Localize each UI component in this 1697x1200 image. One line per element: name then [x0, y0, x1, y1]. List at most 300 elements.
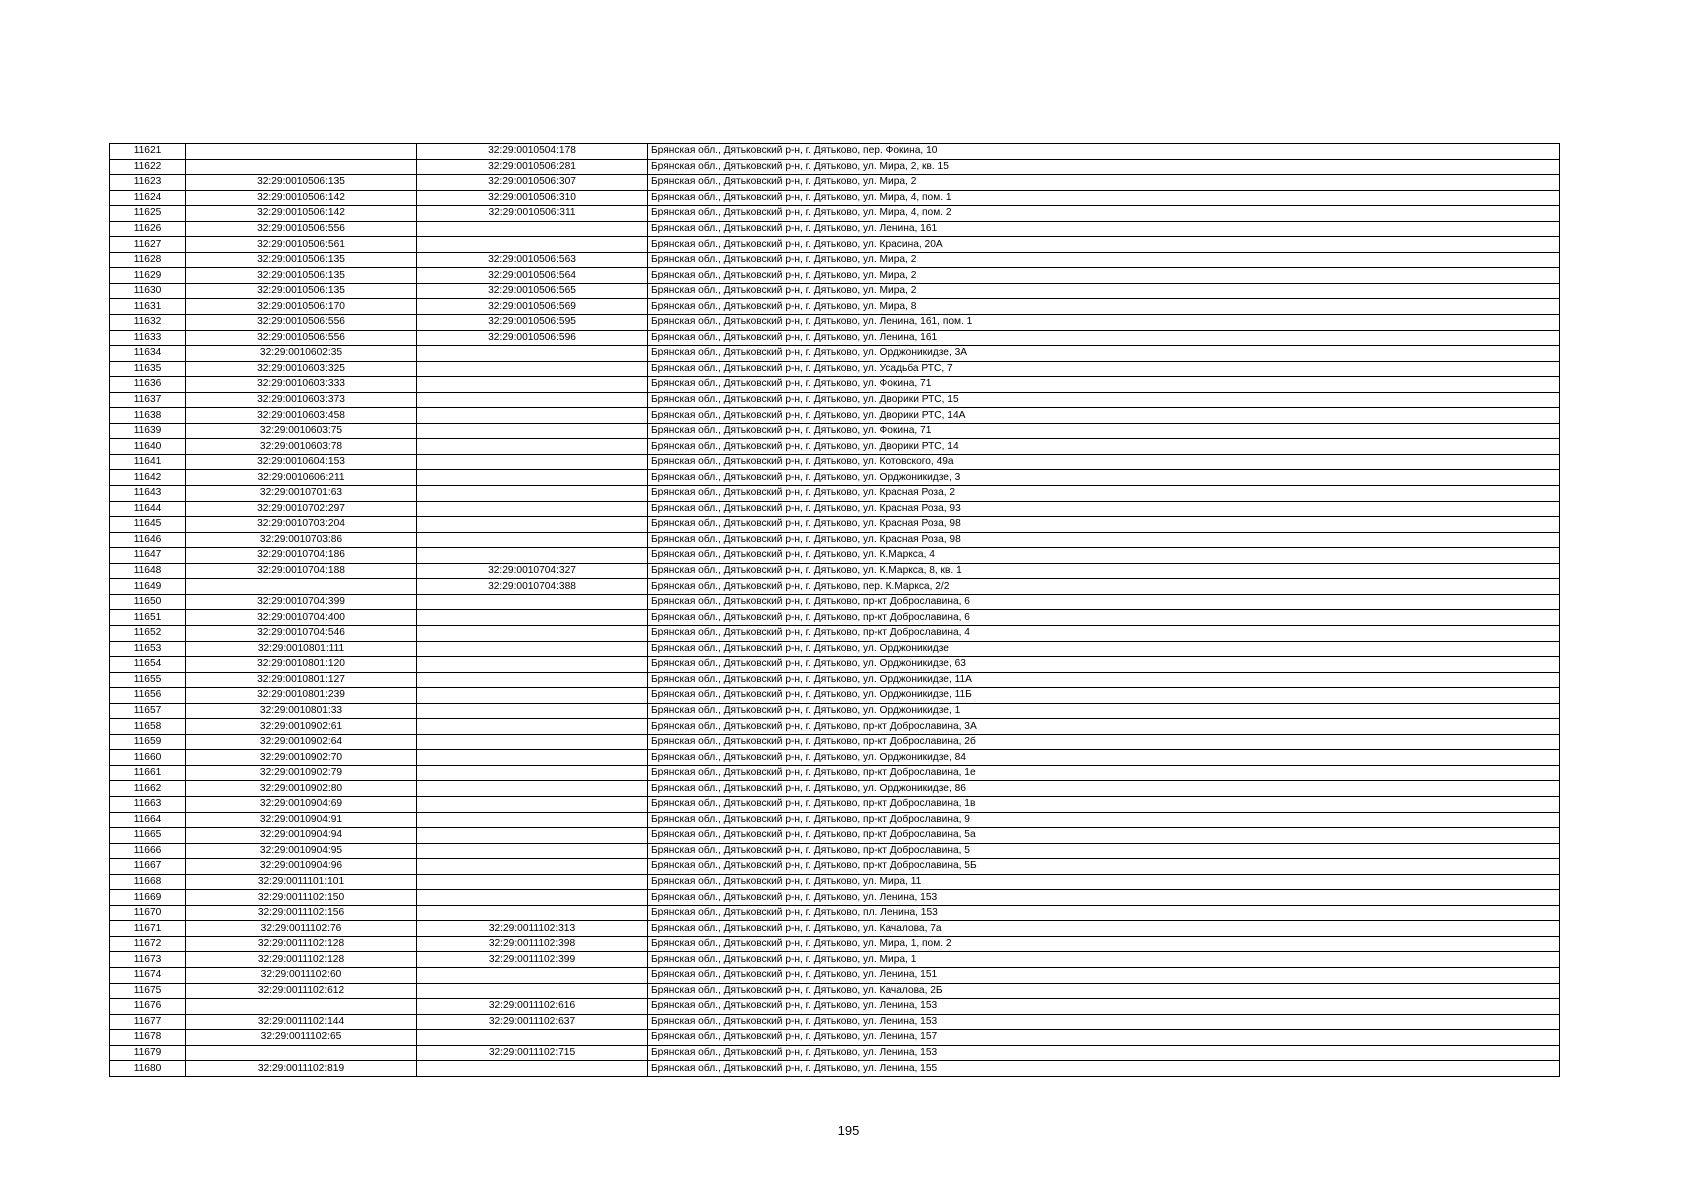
table-row: [110, 175, 1560, 191]
address-cell: Брянская обл., Дятьковский р-н, г. Дятьково, пр-кт Доброславина, 9: [648, 812, 1560, 828]
table-row: [110, 268, 1560, 284]
row-number-cell: 11674: [110, 967, 186, 983]
address-cell: Брянская обл., Дятьковский р-н, г. Дятьково, ул. Мира, 11: [648, 874, 1560, 890]
parent-cadastral-number-cell: 32:29:0010801:120: [186, 657, 417, 673]
address-cell: Брянская обл., Дятьковский р-н, г. Дятьково, пр-кт Доброславина, 2б: [648, 734, 1560, 750]
row-number-cell: 11663: [110, 796, 186, 812]
table-row: [110, 144, 1560, 160]
table-row: [110, 781, 1560, 797]
parent-cadastral-number-cell: 32:29:0010603:75: [186, 423, 417, 439]
cadastral-number-cell: [417, 517, 648, 533]
cadastral-number-cell: 32:29:0010506:310: [417, 190, 648, 206]
table-row: [110, 657, 1560, 673]
parent-cadastral-number-cell: 32:29:0010506:561: [186, 237, 417, 253]
row-number-cell: 11652: [110, 625, 186, 641]
row-number-cell: 11655: [110, 672, 186, 688]
row-number-cell: 11657: [110, 703, 186, 719]
cadastral-number-cell: [417, 470, 648, 486]
parent-cadastral-number-cell: 32:29:0011102:65: [186, 1030, 417, 1046]
parent-cadastral-number-cell: 32:29:0010801:239: [186, 688, 417, 704]
parent-cadastral-number-cell: 32:29:0010904:95: [186, 843, 417, 859]
address-cell: Брянская обл., Дятьковский р-н, г. Дятьково, ул. Фокина, 71: [648, 423, 1560, 439]
table-row: [110, 252, 1560, 268]
cadastral-number-cell: [417, 610, 648, 626]
address-cell: Брянская обл., Дятьковский р-н, г. Дятьково, ул. Дворики РТС, 14: [648, 439, 1560, 455]
table-row: [110, 796, 1560, 812]
table-row: [110, 610, 1560, 626]
row-number-cell: 11625: [110, 206, 186, 222]
page-number: 195: [837, 1123, 860, 1138]
parent-cadastral-number-cell: 32:29:0010604:153: [186, 454, 417, 470]
table-row: [110, 812, 1560, 828]
row-number-cell: 11669: [110, 890, 186, 906]
address-cell: Брянская обл., Дятьковский р-н, г. Дятьково, ул. Котовского, 49а: [648, 454, 1560, 470]
address-cell: Брянская обл., Дятьковский р-н, г. Дятьково, ул. Качалова, 7а: [648, 921, 1560, 937]
address-cell: Брянская обл., Дятьковский р-н, г. Дятьково, ул. Мира, 2, кв. 15: [648, 159, 1560, 175]
row-number-cell: 11665: [110, 828, 186, 844]
cadastral-number-cell: 32:29:0010506:307: [417, 175, 648, 191]
table-row: [110, 890, 1560, 906]
cadastral-number-cell: 32:29:0011102:616: [417, 999, 648, 1015]
row-number-cell: 11654: [110, 657, 186, 673]
row-number-cell: 11664: [110, 812, 186, 828]
table-row: [110, 1014, 1560, 1030]
row-number-cell: 11621: [110, 144, 186, 160]
table-row: [110, 408, 1560, 424]
table-row: [110, 828, 1560, 844]
table-row: [110, 190, 1560, 206]
address-cell: Брянская обл., Дятьковский р-н, г. Дятьково, пр-кт Доброславина, 3А: [648, 719, 1560, 735]
row-number-cell: 11660: [110, 750, 186, 766]
row-number-cell: 11634: [110, 346, 186, 362]
cadastral-number-cell: [417, 408, 648, 424]
parent-cadastral-number-cell: 32:29:0010606:211: [186, 470, 417, 486]
row-number-cell: 11658: [110, 719, 186, 735]
parent-cadastral-number-cell: [186, 159, 417, 175]
table-row: [110, 439, 1560, 455]
cadastral-number-cell: 32:29:0011102:715: [417, 1045, 648, 1061]
row-number-cell: 11650: [110, 594, 186, 610]
address-cell: Брянская обл., Дятьковский р-н, г. Дятьково, ул. Мира, 2: [648, 252, 1560, 268]
address-cell: Брянская обл., Дятьковский р-н, г. Дятьково, ул. Фокина, 71: [648, 377, 1560, 393]
table-row: [110, 377, 1560, 393]
parent-cadastral-number-cell: 32:29:0011102:128: [186, 936, 417, 952]
address-cell: Брянская обл., Дятьковский р-н, г. Дятьково, пр-кт Доброславина, 1е: [648, 765, 1560, 781]
address-cell: Брянская обл., Дятьковский р-н, г. Дятьково, ул. Мира, 2: [648, 175, 1560, 191]
row-number-cell: 11673: [110, 952, 186, 968]
row-number-cell: 11633: [110, 330, 186, 346]
row-number-cell: 11622: [110, 159, 186, 175]
cadastral-number-cell: 32:29:0011102:637: [417, 1014, 648, 1030]
parent-cadastral-number-cell: 32:29:0010902:64: [186, 734, 417, 750]
parent-cadastral-number-cell: [186, 1045, 417, 1061]
address-cell: Брянская обл., Дятьковский р-н, г. Дятьково, ул. Ленина, 153: [648, 999, 1560, 1015]
table-row: [110, 874, 1560, 890]
cadastral-number-cell: [417, 1061, 648, 1077]
row-number-cell: 11637: [110, 392, 186, 408]
table-row: [110, 299, 1560, 315]
parent-cadastral-number-cell: 32:29:0010704:399: [186, 594, 417, 610]
parent-cadastral-number-cell: 32:29:0010904:96: [186, 859, 417, 875]
cadastral-number-cell: 32:29:0010506:569: [417, 299, 648, 315]
address-cell: Брянская обл., Дятьковский р-н, г. Дятьково, ул. Ленина, 155: [648, 1061, 1560, 1077]
cadastral-number-cell: [417, 859, 648, 875]
parent-cadastral-number-cell: 32:29:0010704:186: [186, 548, 417, 564]
parent-cadastral-number-cell: 32:29:0011102:819: [186, 1061, 417, 1077]
cadastral-number-cell: [417, 641, 648, 657]
table-row: [110, 1030, 1560, 1046]
address-cell: Брянская обл., Дятьковский р-н, г. Дятьково, ул. Орджоникидзе, 3А: [648, 346, 1560, 362]
row-number-cell: 11646: [110, 532, 186, 548]
parent-cadastral-number-cell: 32:29:0010904:94: [186, 828, 417, 844]
table-row: [110, 719, 1560, 735]
cadastral-number-cell: 32:29:0010504:178: [417, 144, 648, 160]
parent-cadastral-number-cell: 32:29:0010704:400: [186, 610, 417, 626]
address-cell: Брянская обл., Дятьковский р-н, г. Дятьково, ул. Мира, 4, пом. 2: [648, 206, 1560, 222]
address-cell: Брянская обл., Дятьковский р-н, г. Дятьково, пр-кт Доброславина, 4: [648, 625, 1560, 641]
table-row: [110, 346, 1560, 362]
table-row: [110, 843, 1560, 859]
address-cell: Брянская обл., Дятьковский р-н, г. Дятьково, ул. Качалова, 2Б: [648, 983, 1560, 999]
address-cell: Брянская обл., Дятьковский р-н, г. Дятьково, пер. Фокина, 10: [648, 144, 1560, 160]
cadastral-number-cell: [417, 625, 648, 641]
table-row: [110, 315, 1560, 331]
cadastral-number-cell: [417, 703, 648, 719]
address-cell: Брянская обл., Дятьковский р-н, г. Дятьково, ул. Ленина, 153: [648, 890, 1560, 906]
cadastral-number-cell: 32:29:0011102:313: [417, 921, 648, 937]
table-row: [110, 594, 1560, 610]
address-cell: Брянская обл., Дятьковский р-н, г. Дятьково, ул. Ленина, 161: [648, 330, 1560, 346]
cadastral-number-cell: [417, 423, 648, 439]
row-number-cell: 11645: [110, 517, 186, 533]
parent-cadastral-number-cell: 32:29:0010506:556: [186, 221, 417, 237]
table-row: [110, 734, 1560, 750]
row-number-cell: 11628: [110, 252, 186, 268]
table-row: [110, 532, 1560, 548]
parent-cadastral-number-cell: 32:29:0010506:556: [186, 315, 417, 331]
address-cell: Брянская обл., Дятьковский р-н, г. Дятьково, ул. Орджоникидзе, 86: [648, 781, 1560, 797]
parent-cadastral-number-cell: 32:29:0010603:373: [186, 392, 417, 408]
parent-cadastral-number-cell: [186, 144, 417, 160]
table-row: [110, 765, 1560, 781]
parent-cadastral-number-cell: 32:29:0010506:135: [186, 252, 417, 268]
parent-cadastral-number-cell: 32:29:0010506:556: [186, 330, 417, 346]
cadastral-number-cell: 32:29:0010506:565: [417, 283, 648, 299]
row-number-cell: 11639: [110, 423, 186, 439]
parent-cadastral-number-cell: 32:29:0010902:61: [186, 719, 417, 735]
parent-cadastral-number-cell: 32:29:0010603:78: [186, 439, 417, 455]
table-row: [110, 999, 1560, 1015]
cadastral-number-cell: [417, 657, 648, 673]
address-cell: Брянская обл., Дятьковский р-н, г. Дятьково, пл. Ленина, 153: [648, 905, 1560, 921]
parent-cadastral-number-cell: 32:29:0010902:80: [186, 781, 417, 797]
parent-cadastral-number-cell: 32:29:0010801:111: [186, 641, 417, 657]
table-row: [110, 221, 1560, 237]
parent-cadastral-number-cell: 32:29:0010904:91: [186, 812, 417, 828]
cadastral-number-cell: [417, 454, 648, 470]
cadastral-number-cell: 32:29:0010506:311: [417, 206, 648, 222]
parent-cadastral-number-cell: 32:29:0010603:325: [186, 361, 417, 377]
row-number-cell: 11641: [110, 454, 186, 470]
row-number-cell: 11627: [110, 237, 186, 253]
row-number-cell: 11680: [110, 1061, 186, 1077]
cadastral-number-cell: 32:29:0010506:563: [417, 252, 648, 268]
parent-cadastral-number-cell: 32:29:0010704:546: [186, 625, 417, 641]
table-row: [110, 688, 1560, 704]
parent-cadastral-number-cell: 32:29:0010703:204: [186, 517, 417, 533]
row-number-cell: 11638: [110, 408, 186, 424]
table-row: [110, 283, 1560, 299]
address-cell: Брянская обл., Дятьковский р-н, г. Дятьково, ул. Мира, 2: [648, 283, 1560, 299]
cadastral-number-cell: [417, 688, 648, 704]
row-number-cell: 11648: [110, 563, 186, 579]
parent-cadastral-number-cell: 32:29:0010506:135: [186, 175, 417, 191]
row-number-cell: 11649: [110, 579, 186, 595]
cadastral-number-cell: 32:29:0010704:327: [417, 563, 648, 579]
row-number-cell: 11677: [110, 1014, 186, 1030]
address-cell: Брянская обл., Дятьковский р-н, г. Дятьково, пр-кт Доброславина, 6: [648, 594, 1560, 610]
row-number-cell: 11644: [110, 501, 186, 517]
cadastral-number-cell: [417, 967, 648, 983]
cadastral-number-cell: [417, 361, 648, 377]
address-cell: Брянская обл., Дятьковский р-н, г. Дятьково, ул. Красная Роза, 93: [648, 501, 1560, 517]
cadastral-number-cell: [417, 501, 648, 517]
parent-cadastral-number-cell: 32:29:0010602:35: [186, 346, 417, 362]
parent-cadastral-number-cell: 32:29:0011102:76: [186, 921, 417, 937]
cadastral-number-cell: [417, 812, 648, 828]
cadastral-number-cell: [417, 392, 648, 408]
table-row: [110, 470, 1560, 486]
table-row: [110, 392, 1560, 408]
row-number-cell: 11678: [110, 1030, 186, 1046]
table-row: [110, 1061, 1560, 1077]
address-cell: Брянская обл., Дятьковский р-н, г. Дятьково, ул. Красная Роза, 2: [648, 486, 1560, 502]
row-number-cell: 11670: [110, 905, 186, 921]
row-number-cell: 11656: [110, 688, 186, 704]
address-cell: Брянская обл., Дятьковский р-н, г. Дятьково, ул. Ленина, 151: [648, 967, 1560, 983]
parent-cadastral-number-cell: 32:29:0010904:69: [186, 796, 417, 812]
table-row: [110, 330, 1560, 346]
cadastral-number-cell: 32:29:0010506:281: [417, 159, 648, 175]
address-cell: Брянская обл., Дятьковский р-н, г. Дятьково, ул. Орджоникидзе, 11А: [648, 672, 1560, 688]
cadastral-number-cell: [417, 719, 648, 735]
address-cell: Брянская обл., Дятьковский р-н, г. Дятьково, ул. Ленина, 161: [648, 221, 1560, 237]
address-cell: Брянская обл., Дятьковский р-н, г. Дятьково, ул. Красная Роза, 98: [648, 517, 1560, 533]
parent-cadastral-number-cell: 32:29:0010506:142: [186, 190, 417, 206]
row-number-cell: 11635: [110, 361, 186, 377]
parent-cadastral-number-cell: 32:29:0011102:150: [186, 890, 417, 906]
row-number-cell: 11662: [110, 781, 186, 797]
table-row: [110, 454, 1560, 470]
table-row: [110, 952, 1560, 968]
cadastral-number-cell: [417, 672, 648, 688]
parent-cadastral-number-cell: 32:29:0011102:144: [186, 1014, 417, 1030]
cadastral-number-cell: [417, 237, 648, 253]
address-cell: Брянская обл., Дятьковский р-н, г. Дятьково, ул. Красина, 20А: [648, 237, 1560, 253]
address-cell: Брянская обл., Дятьковский р-н, г. Дятьково, ул. Ленина, 153: [648, 1045, 1560, 1061]
parent-cadastral-number-cell: 32:29:0011102:612: [186, 983, 417, 999]
address-cell: Брянская обл., Дятьковский р-н, г. Дятьково, пр-кт Доброславина, 5: [648, 843, 1560, 859]
table-row: [110, 703, 1560, 719]
cadastral-number-cell: [417, 548, 648, 564]
address-cell: Брянская обл., Дятьковский р-н, г. Дятьково, ул. Ленина, 161, пом. 1: [648, 315, 1560, 331]
cadastral-number-cell: [417, 874, 648, 890]
row-number-cell: 11630: [110, 283, 186, 299]
table-row: [110, 625, 1560, 641]
row-number-cell: 11631: [110, 299, 186, 315]
parent-cadastral-number-cell: 32:29:0010701:63: [186, 486, 417, 502]
address-cell: Брянская обл., Дятьковский р-н, г. Дятьково, ул. Красная Роза, 98: [648, 532, 1560, 548]
table-row: [110, 672, 1560, 688]
cadastral-number-cell: [417, 781, 648, 797]
parent-cadastral-number-cell: 32:29:0010702:297: [186, 501, 417, 517]
row-number-cell: 11626: [110, 221, 186, 237]
row-number-cell: 11624: [110, 190, 186, 206]
cadastral-number-cell: 32:29:0011102:398: [417, 936, 648, 952]
cadastral-number-cell: [417, 983, 648, 999]
parent-cadastral-number-cell: 32:29:0010902:70: [186, 750, 417, 766]
table-row: [110, 423, 1560, 439]
property-registry-table: [109, 143, 1560, 1077]
row-number-cell: 11632: [110, 315, 186, 331]
row-number-cell: 11629: [110, 268, 186, 284]
parent-cadastral-number-cell: 32:29:0011102:60: [186, 967, 417, 983]
parent-cadastral-number-cell: 32:29:0010703:86: [186, 532, 417, 548]
parent-cadastral-number-cell: [186, 999, 417, 1015]
address-cell: Брянская обл., Дятьковский р-н, г. Дятьково, ул. Мира, 1: [648, 952, 1560, 968]
table-row: [110, 361, 1560, 377]
cadastral-number-cell: [417, 765, 648, 781]
parent-cadastral-number-cell: 32:29:0010506:135: [186, 283, 417, 299]
table-row: [110, 859, 1560, 875]
cadastral-number-cell: [417, 796, 648, 812]
cadastral-number-cell: [417, 594, 648, 610]
address-cell: Брянская обл., Дятьковский р-н, г. Дятьково, ул. Усадьба РТС, 7: [648, 361, 1560, 377]
cadastral-number-cell: [417, 750, 648, 766]
table-row: [110, 206, 1560, 222]
table-row: [110, 501, 1560, 517]
cadastral-number-cell: [417, 532, 648, 548]
cadastral-number-cell: [417, 486, 648, 502]
table-row: [110, 905, 1560, 921]
row-number-cell: 11671: [110, 921, 186, 937]
cadastral-number-cell: [417, 346, 648, 362]
row-number-cell: 11668: [110, 874, 186, 890]
table-row: [110, 983, 1560, 999]
address-cell: Брянская обл., Дятьковский р-н, г. Дятьково, ул. Ленина, 157: [648, 1030, 1560, 1046]
row-number-cell: 11659: [110, 734, 186, 750]
address-cell: Брянская обл., Дятьковский р-н, г. Дятьково, ул. Дворики РТС, 15: [648, 392, 1560, 408]
cadastral-number-cell: 32:29:0010506:596: [417, 330, 648, 346]
table-row: [110, 936, 1560, 952]
address-cell: Брянская обл., Дятьковский р-н, г. Дятьково, пр-кт Доброславина, 6: [648, 610, 1560, 626]
address-cell: Брянская обл., Дятьковский р-н, г. Дятьково, ул. К.Маркса, 4: [648, 548, 1560, 564]
row-number-cell: 11661: [110, 765, 186, 781]
parent-cadastral-number-cell: 32:29:0011101:101: [186, 874, 417, 890]
cadastral-number-cell: [417, 828, 648, 844]
address-cell: Брянская обл., Дятьковский р-н, г. Дятьково, пр-кт Доброславина, 5Б: [648, 859, 1560, 875]
row-number-cell: 11653: [110, 641, 186, 657]
table-row: [110, 237, 1560, 253]
table-row: [110, 1045, 1560, 1061]
address-cell: Брянская обл., Дятьковский р-н, г. Дятьково, пр-кт Доброславина, 5а: [648, 828, 1560, 844]
table-row: [110, 517, 1560, 533]
row-number-cell: 11679: [110, 1045, 186, 1061]
address-cell: Брянская обл., Дятьковский р-н, г. Дятьково, ул. Мира, 4, пом. 1: [648, 190, 1560, 206]
table-row: [110, 563, 1560, 579]
cadastral-number-cell: [417, 734, 648, 750]
address-cell: Брянская обл., Дятьковский р-н, г. Дятьково, ул. Мира, 8: [648, 299, 1560, 315]
table-row: [110, 641, 1560, 657]
table-row: [110, 967, 1560, 983]
row-number-cell: 11647: [110, 548, 186, 564]
row-number-cell: 11636: [110, 377, 186, 393]
address-cell: Брянская обл., Дятьковский р-н, г. Дятьково, ул. Орджоникидзе, 1: [648, 703, 1560, 719]
cadastral-number-cell: [417, 843, 648, 859]
parent-cadastral-number-cell: 32:29:0011102:156: [186, 905, 417, 921]
cadastral-number-cell: [417, 905, 648, 921]
address-cell: Брянская обл., Дятьковский р-н, г. Дятьково, ул. Орджоникидзе: [648, 641, 1560, 657]
address-cell: Брянская обл., Дятьковский р-н, г. Дятьково, ул. Орджоникидзе, 3: [648, 470, 1560, 486]
cadastral-number-cell: 32:29:0010506:564: [417, 268, 648, 284]
table-row: [110, 548, 1560, 564]
address-cell: Брянская обл., Дятьковский р-н, г. Дятьково, ул. Орджоникидзе, 63: [648, 657, 1560, 673]
cadastral-number-cell: [417, 377, 648, 393]
row-number-cell: 11676: [110, 999, 186, 1015]
address-cell: Брянская обл., Дятьковский р-н, г. Дятьково, пр-кт Доброславина, 1в: [648, 796, 1560, 812]
cadastral-number-cell: [417, 221, 648, 237]
table-row: [110, 750, 1560, 766]
parent-cadastral-number-cell: 32:29:0010801:127: [186, 672, 417, 688]
parent-cadastral-number-cell: 32:29:0010506:170: [186, 299, 417, 315]
address-cell: Брянская обл., Дятьковский р-н, г. Дятьково, ул. Мира, 1, пом. 2: [648, 936, 1560, 952]
row-number-cell: 11672: [110, 936, 186, 952]
parent-cadastral-number-cell: [186, 579, 417, 595]
address-cell: Брянская обл., Дятьковский р-н, г. Дятьково, ул. Орджоникидзе, 11Б: [648, 688, 1560, 704]
row-number-cell: 11623: [110, 175, 186, 191]
cadastral-number-cell: [417, 890, 648, 906]
table-body: [110, 144, 1560, 1077]
address-cell: Брянская обл., Дятьковский р-н, г. Дятьково, ул. Ленина, 153: [648, 1014, 1560, 1030]
row-number-cell: 11651: [110, 610, 186, 626]
cadastral-number-cell: 32:29:0010704:388: [417, 579, 648, 595]
address-cell: Брянская обл., Дятьковский р-н, г. Дятьково, пер. К.Маркса, 2/2: [648, 579, 1560, 595]
address-cell: Брянская обл., Дятьковский р-н, г. Дятьково, ул. Орджоникидзе, 84: [648, 750, 1560, 766]
table-row: [110, 921, 1560, 937]
row-number-cell: 11666: [110, 843, 186, 859]
table-row: [110, 579, 1560, 595]
parent-cadastral-number-cell: 32:29:0010506:135: [186, 268, 417, 284]
table-row: [110, 486, 1560, 502]
cadastral-number-cell: 32:29:0011102:399: [417, 952, 648, 968]
parent-cadastral-number-cell: 32:29:0010506:142: [186, 206, 417, 222]
row-number-cell: 11667: [110, 859, 186, 875]
address-cell: Брянская обл., Дятьковский р-н, г. Дятьково, ул. Мира, 2: [648, 268, 1560, 284]
parent-cadastral-number-cell: 32:29:0011102:128: [186, 952, 417, 968]
cadastral-number-cell: [417, 439, 648, 455]
parent-cadastral-number-cell: 32:29:0010801:33: [186, 703, 417, 719]
row-number-cell: 11675: [110, 983, 186, 999]
parent-cadastral-number-cell: 32:29:0010603:333: [186, 377, 417, 393]
parent-cadastral-number-cell: 32:29:0010704:188: [186, 563, 417, 579]
row-number-cell: 11643: [110, 486, 186, 502]
cadastral-number-cell: [417, 1030, 648, 1046]
address-cell: Брянская обл., Дятьковский р-н, г. Дятьково, ул. К.Маркса, 8, кв. 1: [648, 563, 1560, 579]
parent-cadastral-number-cell: 32:29:0010902:79: [186, 765, 417, 781]
row-number-cell: 11642: [110, 470, 186, 486]
cadastral-number-cell: 32:29:0010506:595: [417, 315, 648, 331]
parent-cadastral-number-cell: 32:29:0010603:458: [186, 408, 417, 424]
